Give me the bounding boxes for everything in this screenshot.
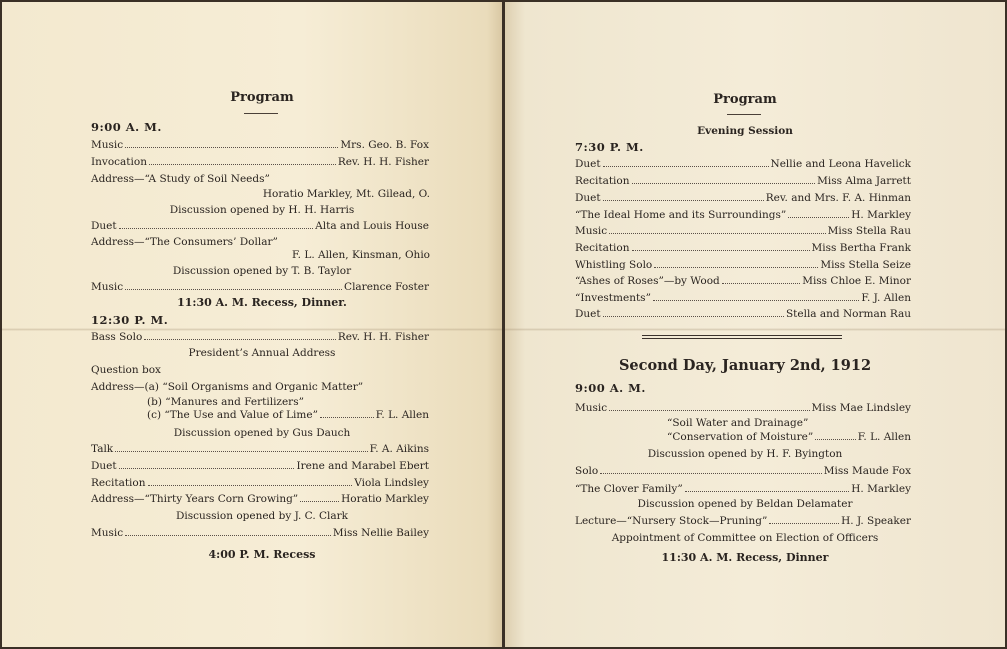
address-speaker: F. L. Allen, Kinsman, Ohio bbox=[292, 249, 430, 261]
president-address: President’s Annual Address bbox=[188, 347, 336, 359]
item-label: Music bbox=[91, 139, 124, 151]
item-performer: Miss Bertha Frank bbox=[811, 242, 911, 254]
address-title: Address—“The Consumers’ Dollar” bbox=[91, 236, 278, 248]
item-performer: Rev. and Mrs. F. A. Hinman bbox=[765, 192, 911, 204]
item-performer: Viola Lindsley bbox=[354, 477, 429, 489]
recess-line: 4:00 P. M. Recess bbox=[208, 548, 316, 561]
section-divider bbox=[642, 335, 842, 339]
appointment-line: Appointment of Committee on Election of Officers bbox=[611, 532, 879, 544]
recess-line: 11:30 A. M. Recess, Dinner bbox=[661, 551, 829, 564]
session-title: Evening Session bbox=[697, 125, 793, 137]
program-item bbox=[575, 224, 911, 239]
program-item bbox=[575, 291, 911, 306]
item-performer: Miss Chloe E. Minor bbox=[802, 275, 911, 287]
item-performer: F. L. Allen bbox=[375, 409, 429, 421]
item-performer: H. Markley bbox=[851, 209, 911, 221]
item-label: Talk bbox=[91, 443, 114, 455]
program-item bbox=[575, 174, 911, 189]
session-time: 12:30 P. M. bbox=[91, 313, 169, 327]
item-label: Recitation bbox=[91, 477, 146, 489]
address-title: Address—(a) “Soil Organisms and Organic Matter” bbox=[91, 381, 364, 393]
item-label: Music bbox=[575, 402, 608, 414]
program-item bbox=[667, 430, 911, 445]
item-label: Lecture—“Nursery Stock—Pruning” bbox=[575, 515, 768, 527]
item-label: Duet bbox=[91, 220, 117, 232]
item-performer: Nellie and Leona Havelick bbox=[770, 158, 911, 170]
item-label: “The Clover Family” bbox=[575, 483, 683, 495]
right-page bbox=[505, 2, 1005, 647]
program-item bbox=[575, 514, 911, 529]
item-label: Music bbox=[91, 527, 124, 539]
program-item bbox=[575, 157, 911, 172]
program-item bbox=[575, 191, 911, 206]
title-rule bbox=[727, 114, 761, 115]
item-performer: H. J. Speaker bbox=[841, 515, 911, 527]
program-item bbox=[91, 280, 429, 295]
item-label: Recitation bbox=[575, 175, 630, 187]
program-item bbox=[91, 442, 429, 457]
program-item bbox=[91, 459, 429, 474]
program-item bbox=[575, 482, 911, 497]
item-performer: Irene and Marabel Ebert bbox=[296, 460, 429, 472]
item-label: Music bbox=[575, 225, 608, 237]
discussion-line: Discussion opened by H. H. Harris bbox=[169, 204, 355, 216]
item-performer: H. Markley bbox=[851, 483, 911, 495]
session-time: 7:30 P. M. bbox=[575, 140, 644, 154]
item-label: “Investments” bbox=[575, 292, 651, 304]
address-title: Address—“A Study of Soil Needs” bbox=[91, 173, 270, 185]
program-item bbox=[575, 464, 911, 479]
item-label: Duet bbox=[575, 192, 601, 204]
page-fold bbox=[505, 328, 1005, 331]
address-speaker: Horatio Markley, Mt. Gilead, O. bbox=[262, 188, 430, 200]
program-item bbox=[91, 219, 429, 234]
program-item bbox=[91, 526, 429, 541]
item-performer: Stella and Norman Rau bbox=[785, 308, 911, 320]
discussion-line: Discussion opened by Gus Dauch bbox=[173, 427, 351, 439]
discussion-line: Discussion opened by H. F. Byington bbox=[647, 448, 843, 460]
program-item bbox=[575, 274, 911, 289]
item-label: “The Ideal Home and its Surroundings” bbox=[575, 209, 787, 221]
page-title: Program bbox=[713, 92, 777, 107]
title-rule bbox=[244, 113, 278, 114]
item-label: Duet bbox=[91, 460, 117, 472]
item-performer: F. A. Aikins bbox=[369, 443, 429, 455]
item-performer: F. J. Allen bbox=[861, 292, 911, 304]
program-item bbox=[575, 258, 911, 273]
item-label: Duet bbox=[575, 308, 601, 320]
program-item bbox=[91, 155, 429, 170]
item-performer: Alta and Louis House bbox=[315, 220, 429, 232]
address-subtopic: “Soil Water and Drainage” bbox=[667, 417, 809, 429]
page-title: Program bbox=[230, 90, 294, 105]
item-label: Address—“Thirty Years Corn Growing” bbox=[91, 493, 299, 505]
item-performer: Miss Stella Seize bbox=[820, 259, 911, 271]
session-time: 9:00 A. M. bbox=[91, 120, 162, 134]
address-subtopic: (b) “Manures and Fertilizers” bbox=[147, 396, 304, 408]
item-label: Duet bbox=[575, 158, 601, 170]
item-performer: Mrs. Geo. B. Fox bbox=[340, 139, 429, 151]
item-label: “Ashes of Roses”—by Wood bbox=[575, 275, 720, 287]
program-item bbox=[575, 307, 911, 322]
item-performer: Miss Maude Fox bbox=[823, 465, 911, 477]
item-label: Whistling Solo bbox=[575, 259, 653, 271]
recess-line: 11:30 A. M. Recess, Dinner. bbox=[177, 296, 347, 309]
left-page bbox=[2, 2, 502, 647]
day-title: Second Day, January 2nd, 1912 bbox=[618, 357, 872, 374]
item-performer: Miss Mae Lindsley bbox=[811, 402, 911, 414]
item-label: Solo bbox=[575, 465, 599, 477]
program-item bbox=[91, 138, 429, 153]
item-label: “Conservation of Moisture” bbox=[667, 431, 814, 443]
program-item bbox=[575, 241, 911, 256]
discussion-line: Discussion opened by T. B. Taylor bbox=[172, 265, 352, 277]
item-label: Recitation bbox=[575, 242, 630, 254]
item-performer: Miss Nellie Bailey bbox=[332, 527, 429, 539]
session-time: 9:00 A. M. bbox=[575, 381, 646, 395]
item-performer: Horatio Markley bbox=[341, 493, 429, 505]
program-item bbox=[575, 401, 911, 416]
item-performer: Rev. H. H. Fisher bbox=[337, 331, 429, 343]
program-item bbox=[147, 408, 429, 423]
program-item bbox=[91, 330, 429, 345]
question-box: Question box bbox=[91, 364, 161, 376]
item-performer: Clarence Foster bbox=[344, 281, 429, 293]
program-item bbox=[575, 208, 911, 223]
item-performer: Miss Alma Jarrett bbox=[817, 175, 911, 187]
item-performer: Rev. H. H. Fisher bbox=[337, 156, 429, 168]
program-item bbox=[91, 492, 429, 507]
item-performer: Miss Stella Rau bbox=[827, 225, 911, 237]
item-label: Invocation bbox=[91, 156, 147, 168]
item-performer: F. L. Allen bbox=[857, 431, 911, 443]
discussion-line: Discussion opened by Beldan Delamater bbox=[637, 498, 853, 510]
item-label: (c) “The Use and Value of Lime” bbox=[147, 409, 318, 421]
item-label: Music bbox=[91, 281, 124, 293]
item-label: Bass Solo bbox=[91, 331, 143, 343]
discussion-line: Discussion opened by J. C. Clark bbox=[175, 510, 349, 522]
program-item bbox=[91, 476, 429, 491]
